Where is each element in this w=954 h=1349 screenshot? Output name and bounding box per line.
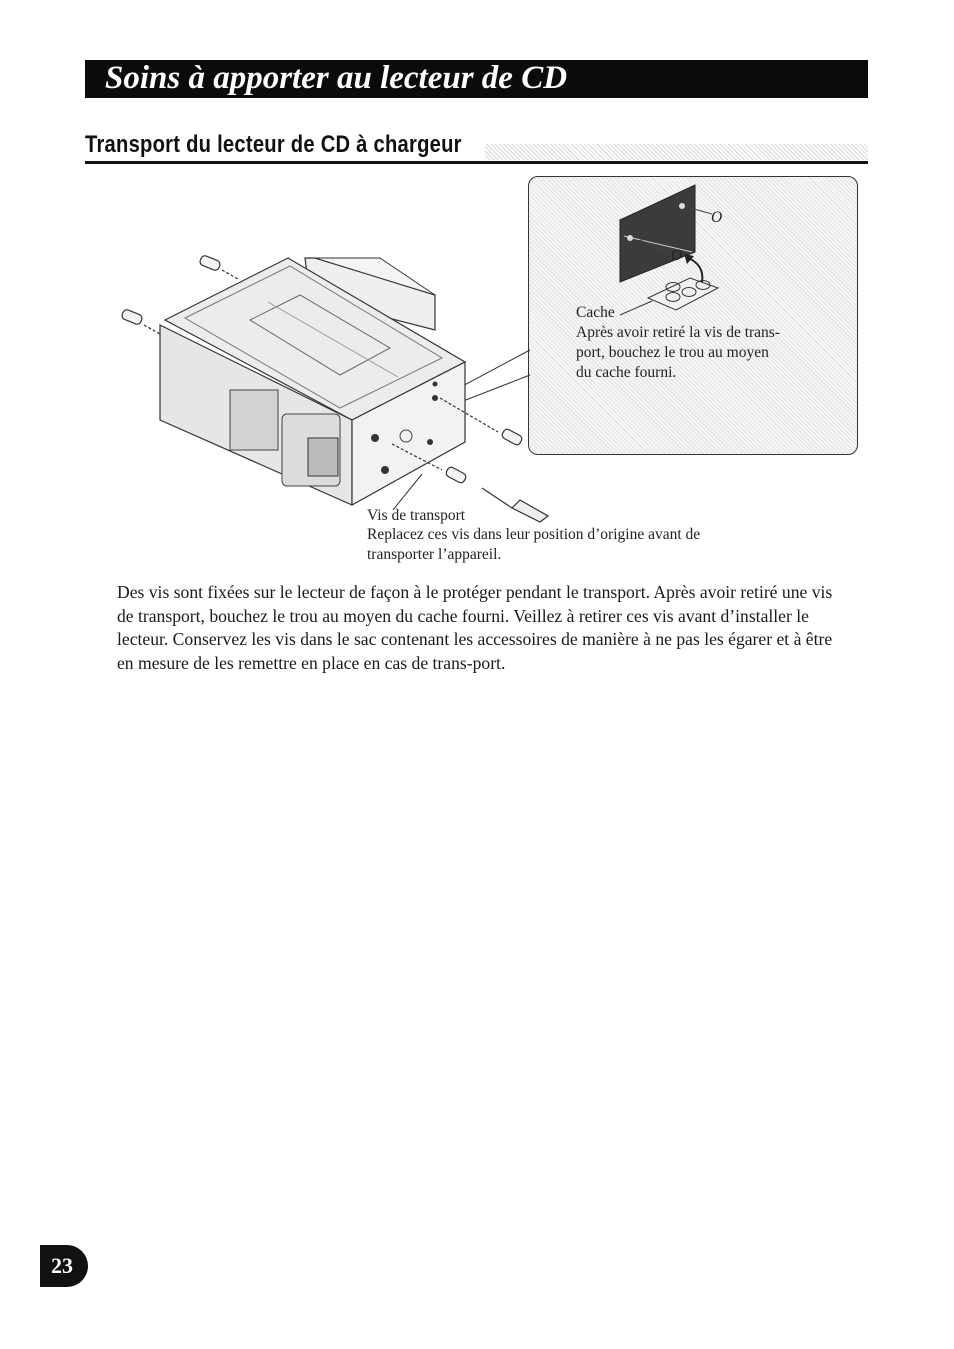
cd-changer-illustration <box>100 170 870 570</box>
body-paragraph-block <box>117 581 837 675</box>
page-number: 23 <box>51 1253 73 1278</box>
transport-screw-1 <box>199 255 238 279</box>
cache-note-line-2: port, bouchez le trou au moyen <box>576 344 769 361</box>
inset-mark-2: O <box>671 247 683 264</box>
inset-mark-1: O <box>711 209 723 226</box>
section-rule <box>85 161 868 164</box>
section-hatch <box>485 144 868 160</box>
transport-screw-2 <box>121 309 160 334</box>
section-header <box>85 130 868 164</box>
transport-figure <box>100 170 870 570</box>
screw-note-line-2: transporter l’appareil. <box>367 546 502 563</box>
cache-note-line-3: du cache fourni. <box>576 364 677 381</box>
cache-label: Cache <box>576 304 615 321</box>
section-title: Transport du lecteur de CD à chargeur <box>85 131 462 158</box>
screw-label: Vis de transport <box>367 507 466 524</box>
page-number-tab <box>40 1245 88 1287</box>
chapter-banner <box>85 60 868 98</box>
chapter-title: Soins à apporter au lecteur de CD <box>105 60 568 96</box>
screwdriver <box>482 488 548 522</box>
screw-note-line-1: Replacez ces vis dans leur position d’origine avant de <box>367 526 701 543</box>
body-paragraph: Des vis sont fixées sur le lecteur de façon à le protéger pendant le transport. Après avoir retiré une vis de transport, bouchez le trou au moyen du cache fourni. Veillez à retirer ces vis avant d’installer le lecteur. Conservez les vis dans le sac contenant les accessoires de manière à ne pas les égarer et à être en mesure de les remettre en place en cas de trans-port. <box>117 582 833 673</box>
cache-note-line-1: Après avoir retiré la vis de trans- <box>576 324 781 341</box>
